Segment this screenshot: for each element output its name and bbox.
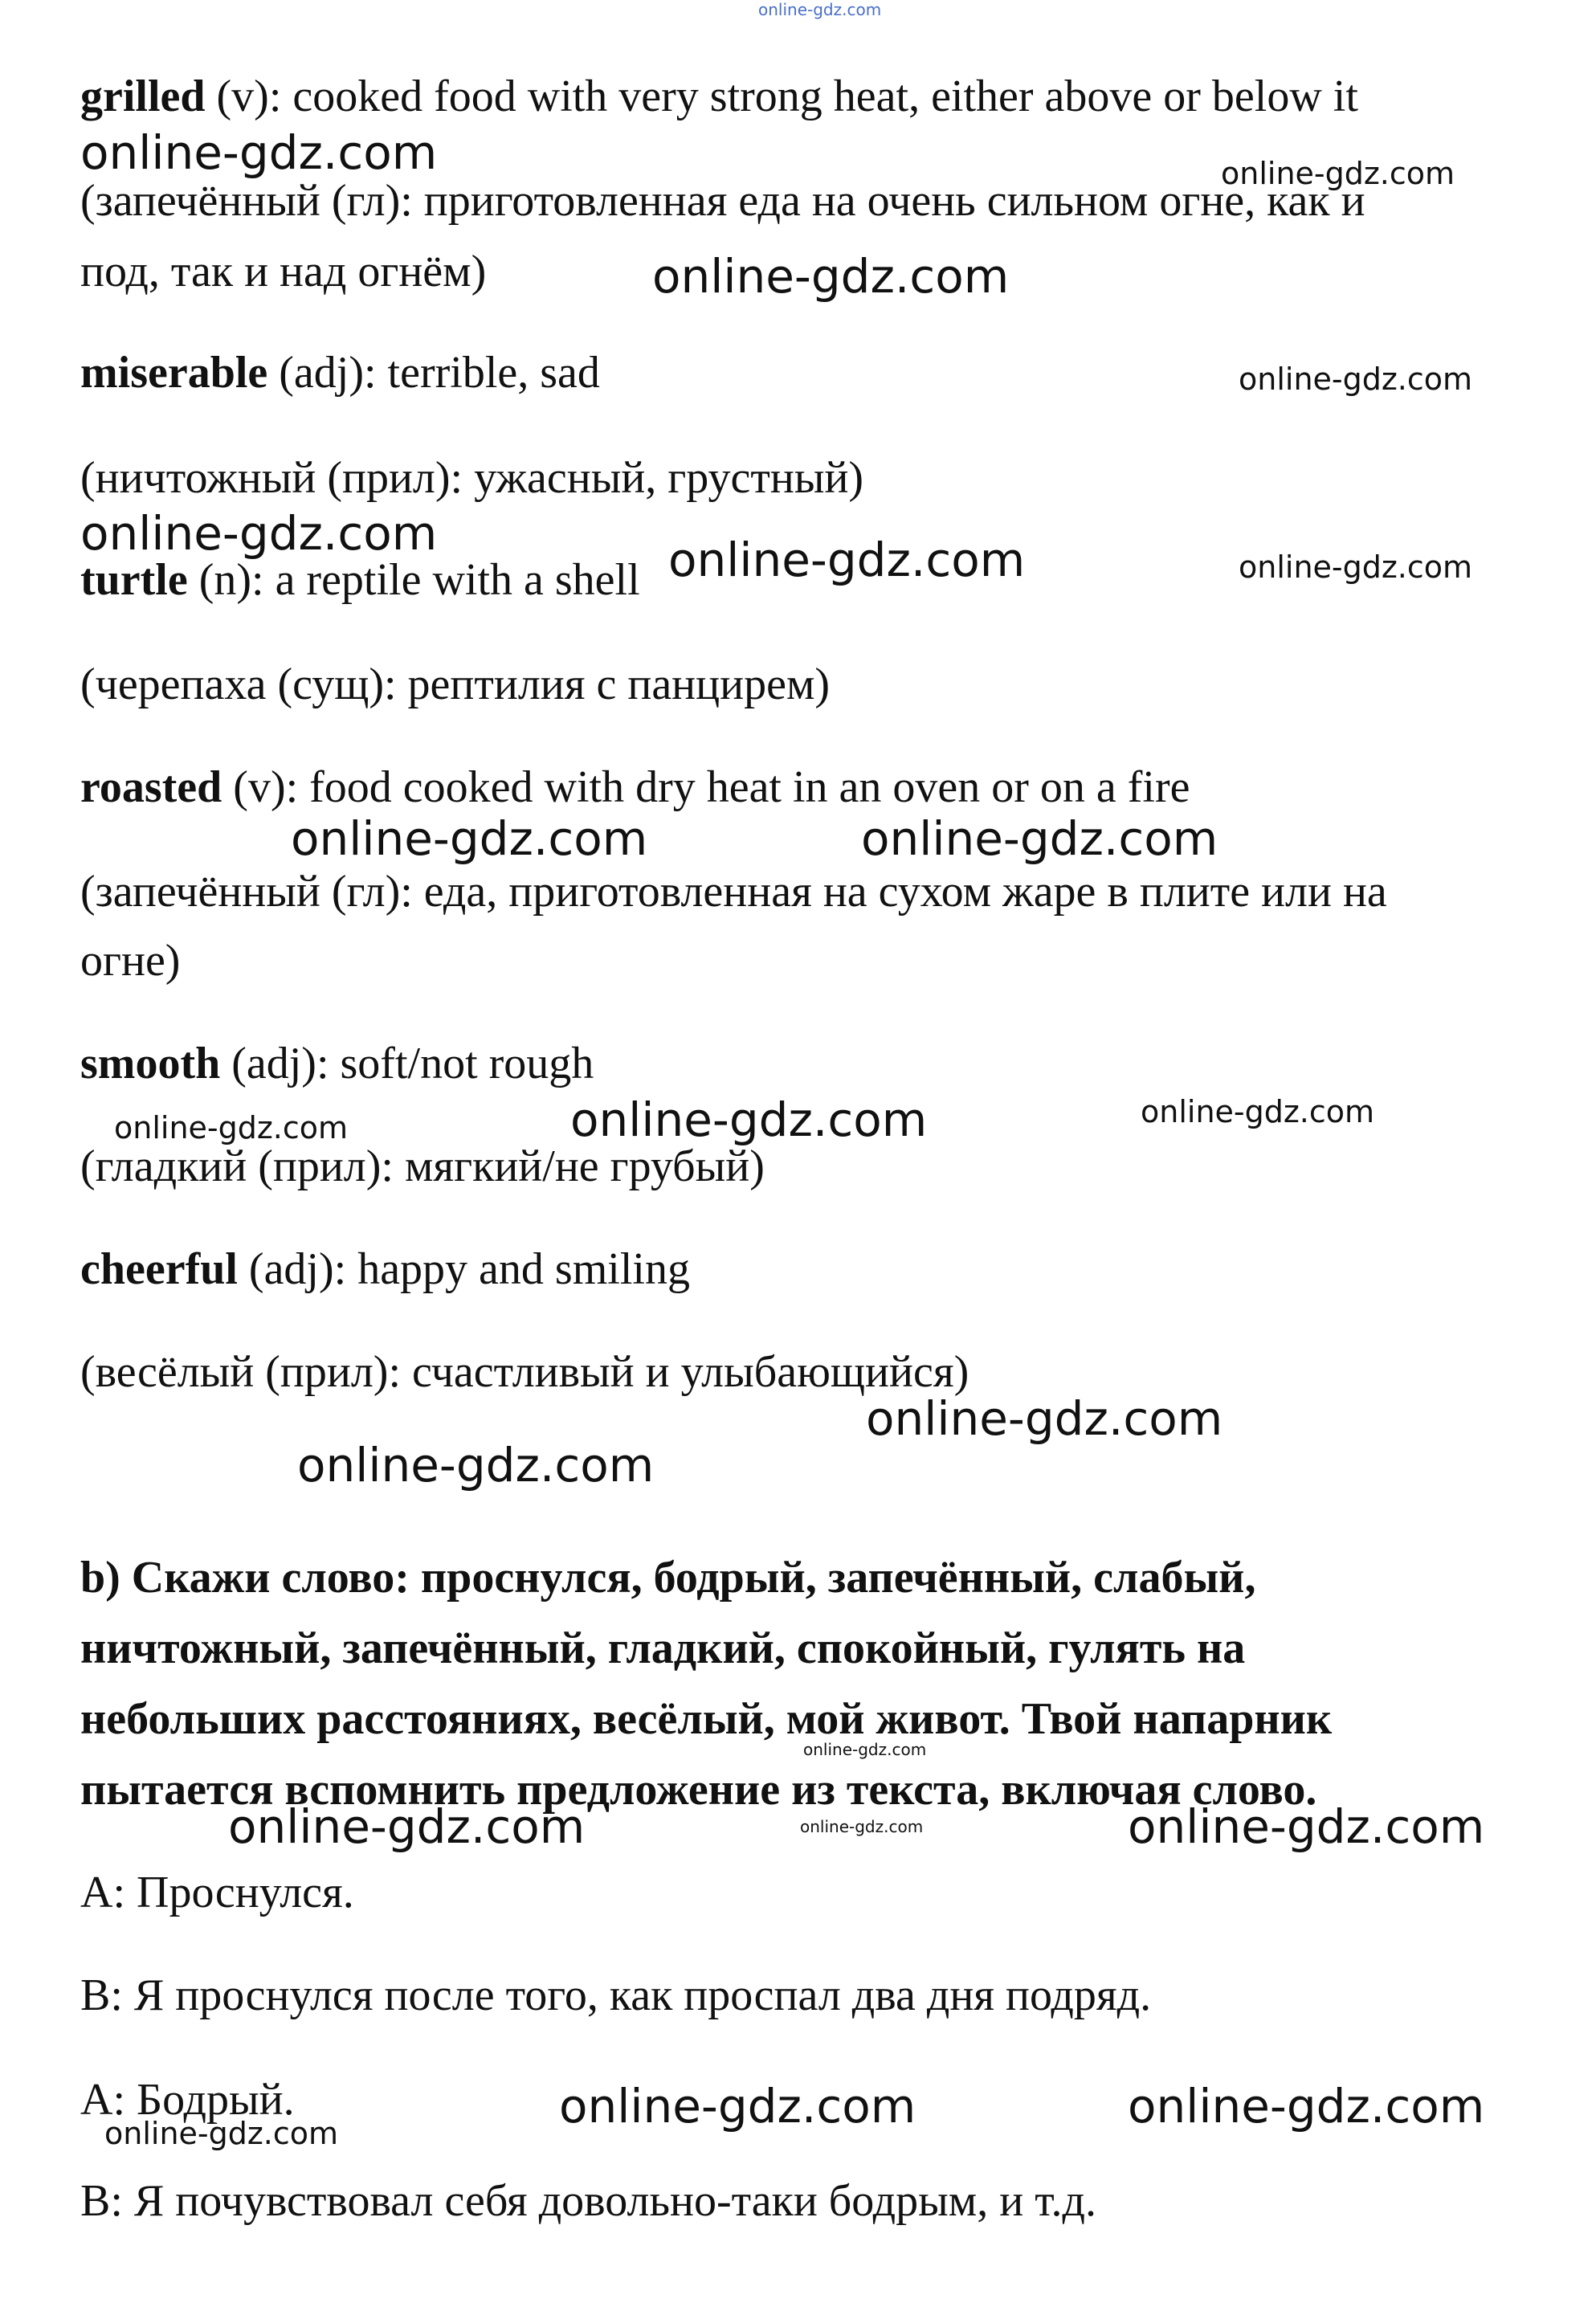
watermark: online-gdz.com: [803, 1740, 927, 1759]
watermark: online-gdz.com: [80, 506, 438, 561]
watermark: online-gdz.com: [861, 811, 1218, 866]
watermark: online-gdz.com: [297, 1438, 655, 1492]
vocab-translation: (ничтожный (прил): ужасный, грустный): [80, 453, 864, 503]
watermark: online-gdz.com: [1221, 156, 1455, 191]
watermark: online-gdz.com: [668, 533, 1026, 587]
vocab-definition: : soft/not rough: [316, 1039, 594, 1088]
vocab-term: cheerful: [80, 1244, 238, 1294]
vocab-definition: : a reptile with a shell: [251, 555, 640, 605]
watermark: online-gdz.com: [1141, 1094, 1375, 1129]
dialogue-line: A: Бодрый.: [80, 2075, 295, 2125]
watermark: online-gdz.com: [1239, 361, 1473, 397]
watermark: online-gdz.com: [758, 0, 882, 19]
vocab-term: smooth: [80, 1039, 221, 1088]
watermark: online-gdz.com: [104, 2116, 339, 2151]
watermark: online-gdz.com: [652, 249, 1010, 304]
watermark: online-gdz.com: [228, 1799, 586, 1854]
vocab-pos: (v): [216, 71, 269, 121]
vocab-translation: (запечённый (гл): еда, приготовленная на сухом жаре в плите или на: [80, 867, 1387, 917]
dialogue-line: B: Я проснулся после того, как проспал два дня подряд.: [80, 1970, 1152, 2020]
task-instruction-line: небольших расстояниях, весёлый, мой живот. Твой напарник: [80, 1694, 1333, 1744]
watermark: online-gdz.com: [291, 811, 648, 866]
vocab-translation: (весёлый (прил): счастливый и улыбающийся): [80, 1347, 969, 1397]
vocab-pos: (n): [198, 555, 252, 605]
vocab-translation: под, так и над огнём): [80, 247, 487, 296]
vocab-entry-grilled: [80, 71, 1358, 122]
dialogue-line: A: Проснулся.: [80, 1868, 354, 1917]
watermark: online-gdz.com: [1128, 1799, 1485, 1854]
vocab-term: roasted: [80, 762, 222, 812]
watermark: online-gdz.com: [1239, 549, 1473, 585]
watermark: online-gdz.com: [80, 125, 438, 180]
watermark: online-gdz.com: [866, 1391, 1223, 1446]
task-instruction-line: ничтожный, запечённый, гладкий, спокойный, гулять на: [80, 1623, 1246, 1673]
vocab-entry-miserable: [80, 347, 600, 398]
vocab-pos: (adj): [231, 1039, 316, 1088]
vocab-entry-turtle: [80, 554, 640, 606]
vocab-term: miserable: [80, 348, 268, 398]
task-instruction-line: пытается вспомнить предложение из текста, включая слово.: [80, 1765, 1317, 1815]
watermark: online-gdz.com: [559, 2079, 916, 2133]
dialogue-line: B: Я почувствовал себя довольно-таки бодрым, и т.д.: [80, 2176, 1096, 2226]
task-instruction-line: b) Скажи слово: проснулся, бодрый, запечённый, слабый,: [80, 1553, 1256, 1603]
vocab-entry-roasted: [80, 762, 1190, 813]
vocab-translation: (черепаха (сущ): рептилия с панцирем): [80, 659, 831, 709]
vocab-entry-cheerful: [80, 1243, 690, 1295]
vocab-pos: (v): [233, 762, 286, 812]
vocab-definition: : terrible, sad: [364, 348, 600, 398]
vocab-definition: : food cooked with dry heat in an oven or on a fire: [285, 762, 1190, 812]
vocab-translation: (запечённый (гл): приготовленная еда на очень сильном огне, как и: [80, 176, 1365, 226]
vocab-term: grilled: [80, 71, 206, 121]
watermark: online-gdz.com: [800, 1817, 924, 1836]
watermark: online-gdz.com: [1128, 2079, 1485, 2133]
vocab-pos: (adj): [248, 1244, 334, 1294]
vocab-entry-smooth: [80, 1038, 594, 1089]
vocab-term: turtle: [80, 555, 188, 605]
vocab-translation: огне): [80, 936, 181, 986]
vocab-translation: (гладкий (прил): мягкий/не грубый): [80, 1141, 765, 1191]
watermark: online-gdz.com: [114, 1110, 349, 1145]
vocab-definition: : happy and smiling: [333, 1244, 690, 1294]
vocab-pos: (adj): [279, 348, 364, 398]
watermark: online-gdz.com: [570, 1092, 928, 1147]
vocab-definition: : cooked food with very strong heat, either above or below it: [268, 71, 1358, 121]
